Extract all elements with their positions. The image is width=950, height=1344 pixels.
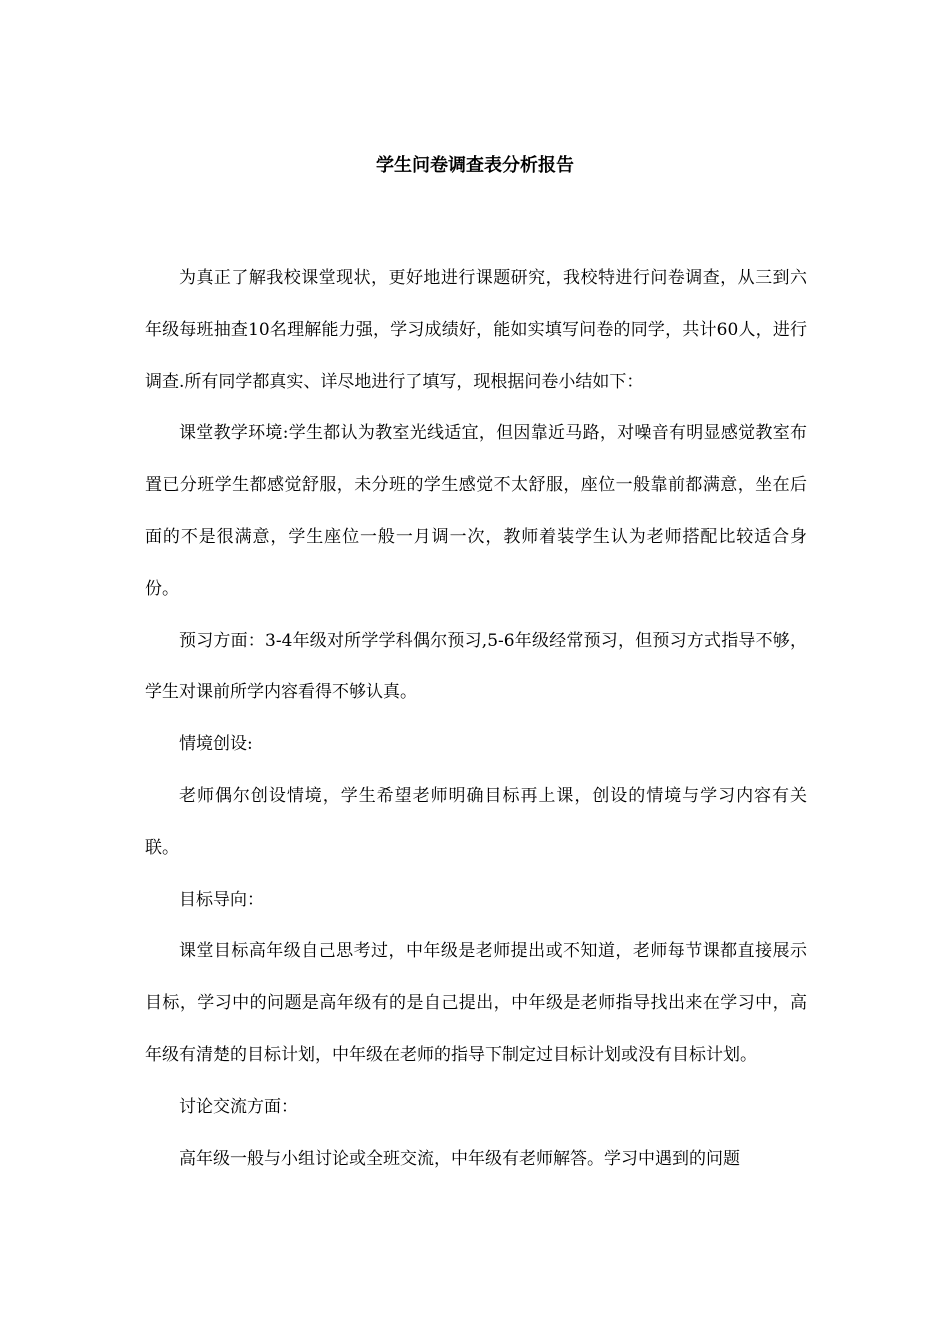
document-body: [145, 253, 807, 1185]
paragraph-goal-orientation: 课堂目标高年级自己思考过，中年级是老师提出或不知道，老师每节课都直接展示目标，学习中的问题是高年级有的是自己提出，中年级是老师指导找出来在学习中，高年级有清楚的目标计划，中年级在老师的指导下制定过目标计划或没有目标计划。: [145, 941, 807, 1065]
heading-situation-creation: 情境创设:: [179, 734, 253, 755]
heading-goal-orientation: 目标导向：: [179, 889, 264, 910]
document-title: 学生问卷调查表分析报告: [376, 155, 574, 176]
paragraph-intro: 为真正了解我校课堂现状，更好地进行课题研究，我校特进行问卷调查，从三到六年级每班抽查10名理解能力强，学习成绩好，能如实填写问卷的同学，共计60人，进行调查.所有同学都真实、详尽地进行了填写，现根据问卷小结如下：: [145, 268, 807, 392]
paragraph-discussion: 高年级一般与小组讨论或全班交流，中年级有老师解答。学习中遇到的问题: [179, 1148, 740, 1169]
paragraph-preview: 预习方面：3-4年级对所学学科偶尔预习,5-6年级经常预习，但预习方式指导不够，学生对课前所学内容看得不够认真。: [145, 630, 807, 703]
paragraph-classroom-environment: 课堂教学环境:学生都认为教室光线适宜，但因靠近马路，对噪音有明显感觉教室布置已分班学生都感觉舒服，未分班的学生感觉不太舒服，座位一般靠前都满意，坐在后面的不是很满意，学生座位一般一月调一次，教师着装学生认为老师搭配比较适合身份。: [145, 423, 807, 599]
paragraph-situation-creation: 老师偶尔创设情境，学生希望老师明确目标再上课，创设的情境与学习内容有关联。: [145, 785, 807, 858]
heading-discussion: 讨论交流方面：: [179, 1096, 298, 1117]
